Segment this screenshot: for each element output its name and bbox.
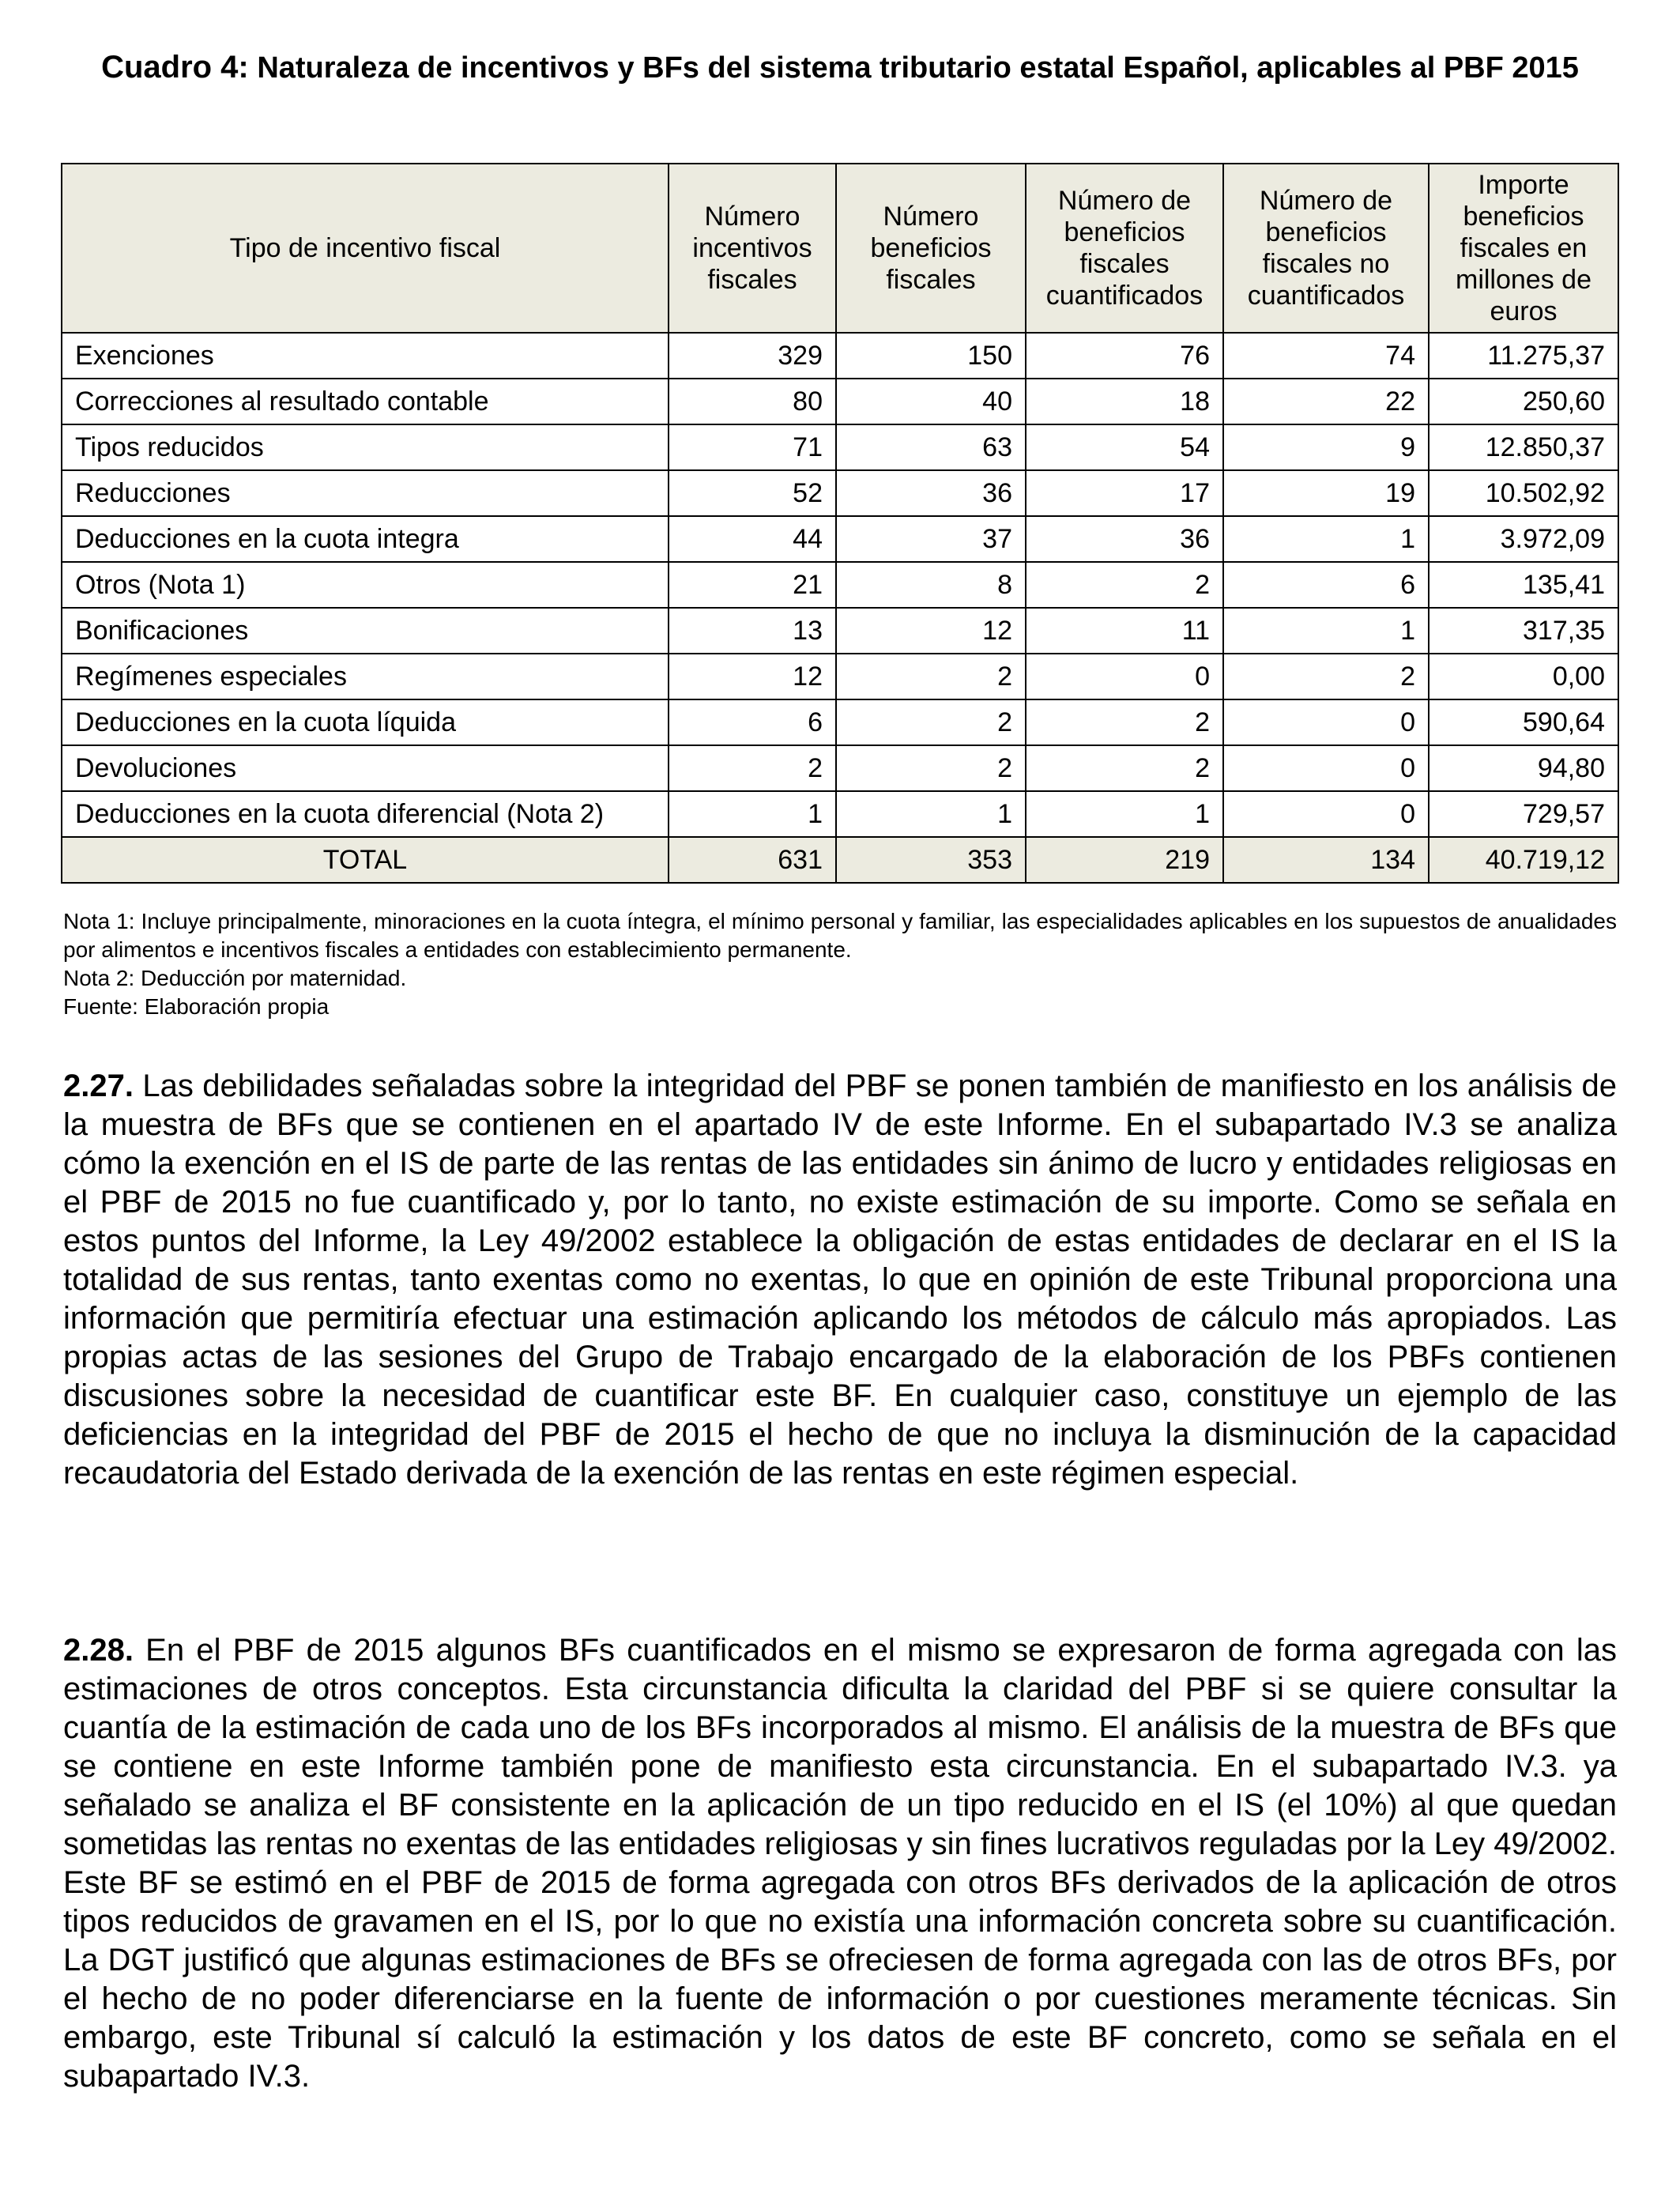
row-value-cell: 2 [836,699,1026,745]
row-value-cell: 6 [1223,562,1429,608]
row-label-cell: Bonificaciones [62,608,669,654]
row-value-cell: 94,80 [1429,745,1618,791]
row-value-cell: 0 [1223,745,1429,791]
row-value-cell: 17 [1026,470,1223,516]
table-row [62,745,1618,791]
row-value-cell: 76 [1026,333,1223,379]
row-label-cell: TOTAL [62,837,669,883]
row-value-cell: 2 [1026,562,1223,608]
paragraph-2-28 [63,1631,1617,2096]
table-row [62,424,1618,470]
row-value-cell: 11.275,37 [1429,333,1618,379]
row-value-cell: 729,57 [1429,791,1618,837]
row-label-cell: Tipos reducidos [62,424,669,470]
row-value-cell: 150 [836,333,1026,379]
row-value-cell: 0 [1223,699,1429,745]
row-value-cell: 3.972,09 [1429,516,1618,562]
row-value-cell: 1 [669,791,836,837]
row-label-cell: Devoluciones [62,745,669,791]
note-2: Nota 2: Deducción por maternidad. [63,966,407,990]
row-value-cell: 134 [1223,837,1429,883]
table-notes [63,907,1617,1021]
row-value-cell: 18 [1026,379,1223,424]
row-value-cell: 52 [669,470,836,516]
row-value-cell: 19 [1223,470,1429,516]
header-importe: Importe beneficios fiscales en millones de euros [1429,164,1618,333]
paragraph-text: Las debilidades señaladas sobre la integridad del PBF se ponen también de manifiesto en los análisis de la muestra de BFs que se contienen en el apartado IV de este Informe. En el subapartado IV.3 se analiza cómo la exención en el IS de parte de las rentas de las entidades sin ánimo de lucro y entidades religiosas en el PBF de 2015 no fue cuantificado y, por lo tanto, no existe estimación de su importe. Como se señala en estos puntos del Informe, la Ley 49/2002 establece la obligación de estas entidades de declarar en el IS la totalidad de sus rentas, tanto exentas como no exentas, lo que en opinión de este Tribunal proporciona una información que permitiría efectuar una estimación aplicando los métodos de cálculo más apropiados. Las propias actas de las sesiones del Grupo de Trabajo encargado de la elaboración de los PBFs contienen discusiones sobre la necesidad de cuantificar este BF. En cualquier caso, constituye un ejemplo de las deficiencias en la integridad del PBF de 2015 el hecho de que no incluya la disminución de la capacidad recaudatoria del Estado derivada de la exención de las rentas en este régimen especial. [63,1069,1617,1491]
row-label-cell: Deducciones en la cuota diferencial (Nota 2) [62,791,669,837]
row-value-cell: 2 [1223,654,1429,699]
table-total-row [62,837,1618,883]
row-value-cell: 353 [836,837,1026,883]
row-value-cell: 0 [1026,654,1223,699]
row-value-cell: 40.719,12 [1429,837,1618,883]
row-value-cell: 1 [836,791,1026,837]
row-label-cell: Regímenes especiales [62,654,669,699]
row-value-cell: 11 [1026,608,1223,654]
row-value-cell: 8 [836,562,1026,608]
paragraph-number: 2.28. [63,1633,134,1668]
row-value-cell: 631 [669,837,836,883]
table-title-text: Naturaleza de incentivos y BFs del sistema tributario estatal Español, aplicables al PBF 2015 [257,51,1579,85]
table-row [62,654,1618,699]
row-value-cell: 37 [836,516,1026,562]
row-label-cell: Correcciones al resultado contable [62,379,669,424]
row-value-cell: 2 [836,745,1026,791]
row-value-cell: 1 [1026,791,1223,837]
header-tipo: Tipo de incentivo fiscal [62,164,669,333]
table-header-row [62,164,1618,333]
table-row [62,791,1618,837]
row-value-cell: 22 [1223,379,1429,424]
row-value-cell: 0 [1223,791,1429,837]
row-value-cell: 0,00 [1429,654,1618,699]
table-row [62,562,1618,608]
header-numero-incentivos: Número incentivos fiscales [669,164,836,333]
row-value-cell: 63 [836,424,1026,470]
row-value-cell: 135,41 [1429,562,1618,608]
row-value-cell: 12.850,37 [1429,424,1618,470]
row-value-cell: 250,60 [1429,379,1618,424]
table-title-lead: Cuadro 4: [101,50,249,85]
row-value-cell: 219 [1026,837,1223,883]
table-row [62,608,1618,654]
row-value-cell: 36 [1026,516,1223,562]
table-row [62,379,1618,424]
table-title [63,49,1617,86]
row-value-cell: 317,35 [1429,608,1618,654]
header-numero-beneficios: Número beneficios fiscales [836,164,1026,333]
row-value-cell: 9 [1223,424,1429,470]
row-value-cell: 1 [1223,608,1429,654]
header-cuantificados: Número de beneficios fiscales cuantificados [1026,164,1223,333]
row-value-cell: 2 [836,654,1026,699]
table-row [62,516,1618,562]
row-label-cell: Exenciones [62,333,669,379]
row-value-cell: 21 [669,562,836,608]
row-value-cell: 54 [1026,424,1223,470]
row-value-cell: 71 [669,424,836,470]
row-value-cell: 329 [669,333,836,379]
row-value-cell: 6 [669,699,836,745]
paragraph-number: 2.27. [63,1069,134,1103]
row-value-cell: 80 [669,379,836,424]
row-label-cell: Reducciones [62,470,669,516]
paragraph-text: En el PBF de 2015 algunos BFs cuantificados en el mismo se expresaron de forma agregada con las estimaciones de otros conceptos. Esta circunstancia dificulta la claridad del PBF si se quiere consultar la cuantía de la estimación de cada uno de los BFs incorporados al mismo. El análisis de la muestra de BFs que se contiene en este Informe también pone de manifiesto esta circunstancia. En el subapartado IV.3. ya señalado se analiza el BF consistente en la aplicación de un tipo reducido en el IS (el 10%) al que quedan sometidas las rentas no exentas de las entidades religiosas y sin fines lucrativos reguladas por la Ley 49/2002. Este BF se estimó en el PBF de 2015 de forma agregada con otros BFs derivados de la aplicación de otros tipos reducidos de gravamen en el IS, por lo que no existía una información concreta sobre su cuantificación. La DGT justificó que algunas estimaciones de BFs se ofreciesen de forma agregada con las de otros BFs, por el hecho de no poder diferenciarse en la fuente de información o por cuestiones meramente técnicas. Sin embargo, este Tribunal sí calculó la estimación y los datos de este BF concreto, como se señala en el subapartado IV.3. [63,1633,1617,2094]
table-row [62,333,1618,379]
row-value-cell: 40 [836,379,1026,424]
row-value-cell: 44 [669,516,836,562]
row-label-cell: Deducciones en la cuota líquida [62,699,669,745]
table-row [62,699,1618,745]
row-value-cell: 1 [1223,516,1429,562]
row-value-cell: 590,64 [1429,699,1618,745]
header-no-cuantificados: Número de beneficios fiscales no cuantificados [1223,164,1429,333]
row-value-cell: 12 [836,608,1026,654]
row-value-cell: 2 [1026,745,1223,791]
row-value-cell: 74 [1223,333,1429,379]
source-note: Fuente: Elaboración propia [63,994,330,1019]
row-value-cell: 2 [669,745,836,791]
row-value-cell: 2 [1026,699,1223,745]
row-label-cell: Deducciones en la cuota integra [62,516,669,562]
table-row [62,470,1618,516]
row-label-cell: Otros (Nota 1) [62,562,669,608]
row-value-cell: 36 [836,470,1026,516]
row-value-cell: 13 [669,608,836,654]
row-value-cell: 12 [669,654,836,699]
note-1: Nota 1: Incluye principalmente, minoraciones en la cuota íntegra, el mínimo personal y familiar, las especialidades aplicables en los supuestos de anualidades por alimentos e incentivos fiscales a entidades con establecimiento permanente. [63,909,1617,962]
row-value-cell: 10.502,92 [1429,470,1618,516]
incentives-table [61,163,1619,884]
paragraph-2-27 [63,1067,1617,1493]
